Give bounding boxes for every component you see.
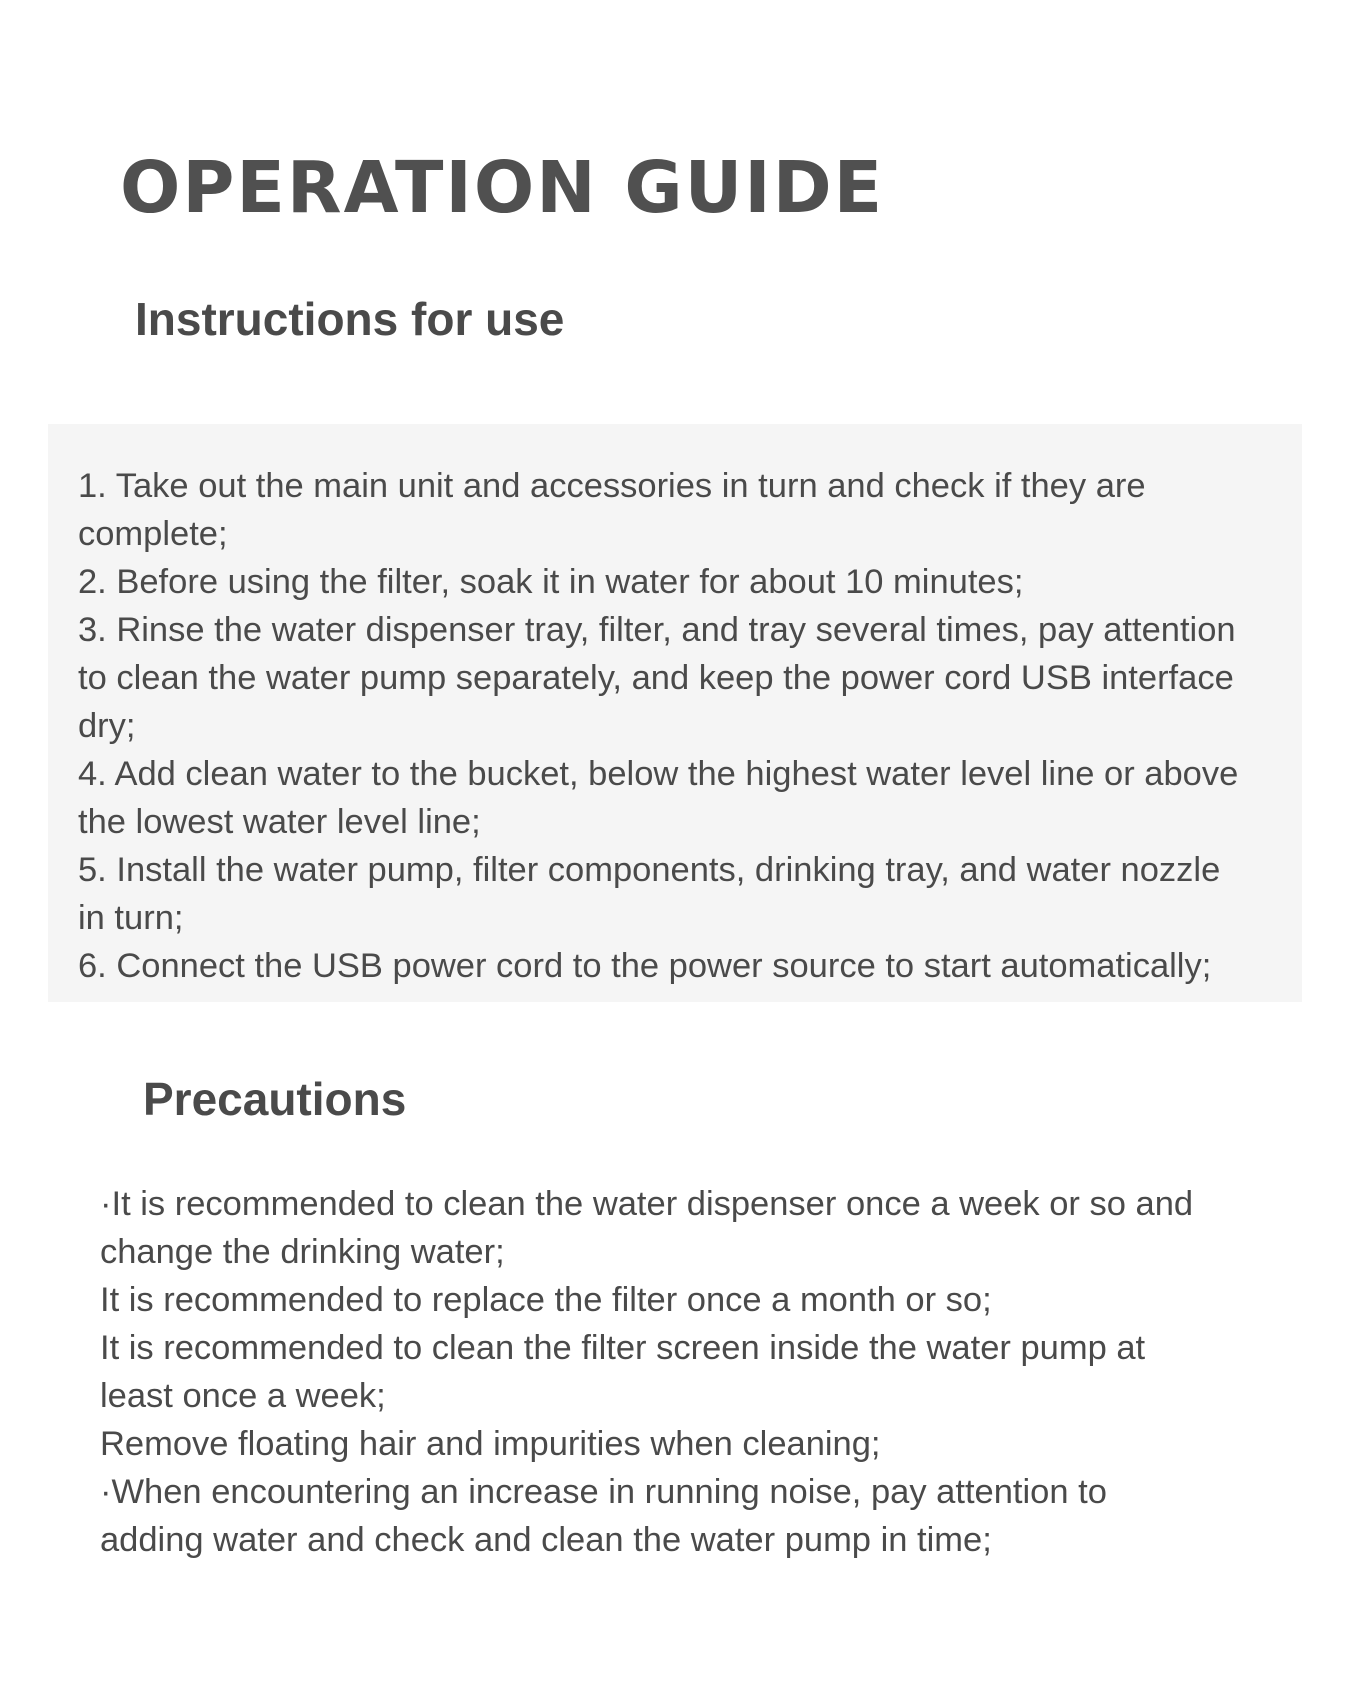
instructions-list	[78, 462, 1302, 990]
precaution-line: It is recommended to clean the filter screen inside the water pump at	[100, 1329, 1146, 1367]
instructions-heading: Instructions for use	[135, 293, 565, 345]
precaution-line: ·It is recommended to clean the water dispenser once a week or so and	[100, 1185, 1194, 1223]
instruction-line: dry;	[78, 707, 136, 745]
precaution-line: It is recommended to replace the filter once a month or so;	[100, 1281, 992, 1319]
instructions-panel	[48, 424, 1302, 1002]
precaution-line: adding water and check and clean the water pump in time;	[100, 1521, 992, 1559]
instruction-line: 4. Add clean water to the bucket, below the highest water level line or above	[78, 755, 1239, 793]
precaution-line: Remove floating hair and impurities when cleaning;	[100, 1425, 881, 1463]
instruction-line: the lowest water level line;	[78, 803, 481, 841]
instruction-line: 1. Take out the main unit and accessories in turn and check if they are	[78, 467, 1146, 505]
precautions-heading: Precautions	[143, 1073, 407, 1125]
precaution-line: ·When encountering an increase in running noise, pay attention to	[100, 1473, 1107, 1511]
instruction-line: 6. Connect the USB power cord to the power source to start automatically;	[78, 947, 1212, 985]
instruction-line: in turn;	[78, 899, 184, 937]
instruction-line: to clean the water pump separately, and keep the power cord USB interface	[78, 659, 1234, 697]
instruction-line: 5. Install the water pump, filter components, drinking tray, and water nozzle	[78, 851, 1221, 889]
instruction-line: 3. Rinse the water dispenser tray, filter, and tray several times, pay attention	[78, 611, 1236, 649]
page-title: OPERATION GUIDE	[120, 146, 885, 229]
instruction-line: complete;	[78, 515, 228, 553]
instruction-line: 2. Before using the filter, soak it in water for about 10 minutes;	[78, 563, 1024, 601]
precaution-line: least once a week;	[100, 1377, 386, 1415]
precaution-line: change the drinking water;	[100, 1233, 505, 1271]
precautions-list	[100, 1180, 1260, 1564]
